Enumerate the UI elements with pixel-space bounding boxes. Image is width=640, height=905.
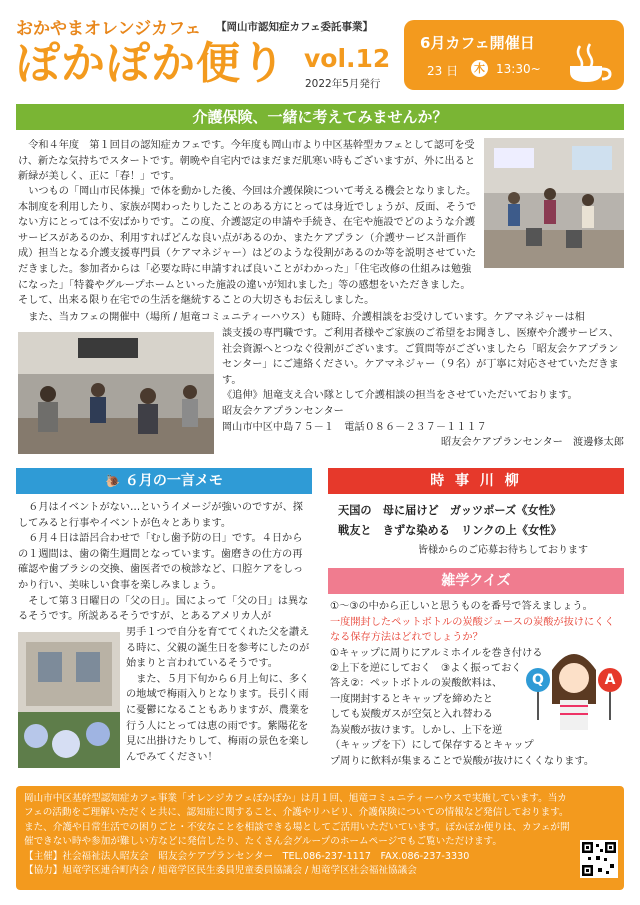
quiz-answer-line-6: プ周りに飲料が集まることで炭酸が抜けにくくなります。	[330, 755, 595, 767]
snail-icon: 🐌	[105, 474, 121, 488]
photo-hydrangea	[18, 632, 120, 768]
volume-number: vol.12	[304, 44, 391, 73]
coffee-cup-icon	[566, 42, 614, 84]
photo-consultation-session	[18, 332, 214, 454]
memo-paragraph-2: ６月４日は語呂合わせで「むし歯予防の日」です。４日からの１週間は、歯の衛生週間となっています。歯磨きの仕方の再確認や歯ブラシの交換、歯医者での検診など、口腔ケアをしっかり行い、美味しい食事を楽しみましょう。	[18, 533, 304, 591]
quiz-a-sign: A	[598, 668, 622, 692]
article-signature: 昭友会ケアプランセンター 渡邊修太郎	[441, 437, 624, 449]
article-body-top	[18, 138, 478, 185]
article-paragraph-2-part: いつもの「岡山市民体操」で体を動かした後、今回は介護保険について考える機会となりました。本制度を利用したり、家族が関わったりしたことのある方にとっては身近でしょうが、反面、そうでない方にとっては不安ばかりです。この度、介護認定の申請や手続き、在宅や施設でどのような介護サービスがあるのか、利用すればどんな良い点があるのか、またケアプラン（介護サービス計画作成）担当となる介護支援専門員（ケアマネジャー）はどのような役割があるのか等を説明させていただきました。参加者からは「必要な時に申請すれば良いことがわかった」「住宅改修の仕組みは勉強になった」「特養やグループホームといった施設の違いが知れました」等の感想をいただきました。そして、出来る限り在宅での生活を継続することの大切さもお伝えしました。	[18, 186, 477, 307]
hydrangea-photo-image	[18, 632, 120, 768]
photo-exercise-session	[484, 138, 624, 268]
quiz-answer-line-2: 一度開封するとキャップを締めたと	[330, 693, 493, 705]
quiz-answer-line-3: しても炭酸ガスが空気と入れ替わる	[330, 709, 493, 721]
article-paragraph-3b: 談支援の専門職です。ご利用者様やご家族のご希望をお聞きし、医療や介護サービス、社会資源へとつなぐ役割がございます。ご質問等がございましたら「昭友会ケアプランセンター」にご連絡ください。ケアマネジャー（９名）が丁寧に対応させていただきます。	[222, 328, 619, 386]
event-notice-title: 6月カフェ開催日	[420, 34, 535, 52]
article-paragraph-1: 令和４年度 第１回目の認知症カフェです。今年度も岡山市より中区基幹型カフェとして認可を受け、新たな気持ちでスタートです。朝晩や自宅内ではまだまだ肌寒い時もございますが、外に出ると新緑が美しく、正に「春！」です。	[18, 140, 476, 183]
issue-date: 2022年5月発行	[305, 78, 381, 90]
consultation-photo-image	[18, 332, 214, 454]
quiz-answer-line-1: 答え②：ペットボトルの炭酸飲料は、	[330, 678, 503, 689]
footer-sponsor: 【主催】社会福祉法人昭友会 昭友会ケアプランセンター TEL.086-237-1117 FAX.086-237-3330	[24, 850, 470, 862]
memo-body-top	[18, 500, 310, 625]
senryu-note: 皆様からのご応募お待ちしております	[418, 545, 588, 556]
quiz-answer-line-5: （キャップを下）にして保存するとキャップ	[330, 740, 534, 751]
footer-cooperation: 【協力】旭竜学区連合町内会 / 旭竜学区民生委員児童委員協議会 / 旭竜学区社会福祉協議会	[24, 865, 417, 877]
quiz-question: 一度開封したペットボトルの炭酸ジュースの炭酸が抜けにくくなる保存方法はどれでしょうか？	[330, 616, 615, 644]
footer-content	[24, 792, 572, 878]
event-notice-time: 13:30~	[496, 62, 541, 76]
memo-heading-bar	[16, 468, 312, 494]
article-postscript: 《追伸》旭竜支え合い隊として介護相談の担当をさせていただいております。	[222, 390, 578, 402]
article-heading: 介護保険、一緒に考えてみませんか？	[16, 104, 624, 130]
pre-title: おかやまオレンジカフェ	[16, 19, 202, 39]
article-paragraph-3a: また、当カフェの開催中（場所 / 旭竜コミュニティーハウス）も随時、介護相談をお受けしています。ケアマネジャーは相	[28, 312, 585, 323]
quiz-answer	[330, 676, 520, 738]
article-body-lower	[18, 310, 624, 326]
article-address: 岡山市中区中島７５－１ 電話０８６－２３７－１１１７	[222, 421, 487, 433]
memo-body-right	[126, 625, 312, 765]
quiz-option-1: ①キャップに周りにアルミホイルを巻き付ける	[330, 647, 543, 659]
memo-paragraph-1: ６月はイベントがない…というイメージが強いのですが、探してみると行事やイベントが色々とあります。	[18, 502, 303, 529]
quiz-heading: 雑学クイズ	[328, 568, 624, 594]
article-body-right	[222, 326, 624, 451]
footer-description: 岡山市中区基幹型認知症カフェ事業「オレンジカフェぽかぽか」は月１回、旭竜コミュニティーハウスで実施しています。当カフェの活動をご理解いただくと共に、認知症に関すること、介護やリハビリ、介護保険についての情報など発信しております。また、介護や日常生活での困りごと・不安なことを相談できる場としてご活用いただいています。ぽかぽか便りは、カフェが開催できない時や参加が難しい方などに発信したり、たくさん会グループのホームページでもご覧いただけます。	[24, 793, 570, 848]
qr-code-icon	[580, 840, 618, 878]
quiz-option-2-3: ②上下を逆にしておく ③よく振っておく	[330, 663, 522, 675]
event-notice-date: 23 日	[427, 64, 459, 78]
quiz-q-sign: Q	[526, 668, 550, 692]
quiz-answer-bottom	[330, 738, 624, 769]
senryu-heading: 時 事 川 柳	[328, 468, 624, 494]
senryu-poem-1: 天国の 母に届けど ガッツポーズ《女性》	[338, 504, 561, 517]
quiz-illustration	[524, 640, 624, 734]
memo-heading: ６月の一言メモ	[124, 473, 223, 489]
quiz-answer-line-4: 為炭酸が抜けます。しかし、上下を逆	[330, 724, 503, 736]
event-day-badge: 木	[471, 60, 488, 77]
memo-paragraph-4: また、５月下旬から６月上旬に、多くの地域で梅雨入りとなります。長引く雨に憂鬱になることもありますが、農業を行う人にとっては恵の雨です。紫陽花を見に出掛けたりして、梅雨の景色を楽しんでみてください！	[126, 673, 310, 763]
article-org-name: 昭友会ケアプランセンター	[222, 405, 344, 417]
senryu-poem-2: 戦友と きずな染める リンクの上《女性》	[338, 524, 562, 537]
logo-title: ぽかぽか便り	[16, 38, 286, 89]
memo-paragraph-3b: 男手１つで自分を育ててくれた父を讃える時に、父親の誕生日を参考にしたのが始まりと言われているそうです。	[126, 627, 310, 670]
memo-paragraph-3a: そして第３日曜日の「父の日」。国によって「父の日」は異なるそうです。所説あるそうですが、とあるアメリカ人が	[18, 595, 309, 623]
quiz-intro: ①～③の中から正しいと思うものを番号で答えましょう。	[330, 601, 593, 612]
article-body-mid	[18, 184, 478, 308]
commission-label: 【岡山市認知症カフェ委託事業】	[216, 21, 373, 33]
exercise-photo-image	[484, 138, 624, 268]
